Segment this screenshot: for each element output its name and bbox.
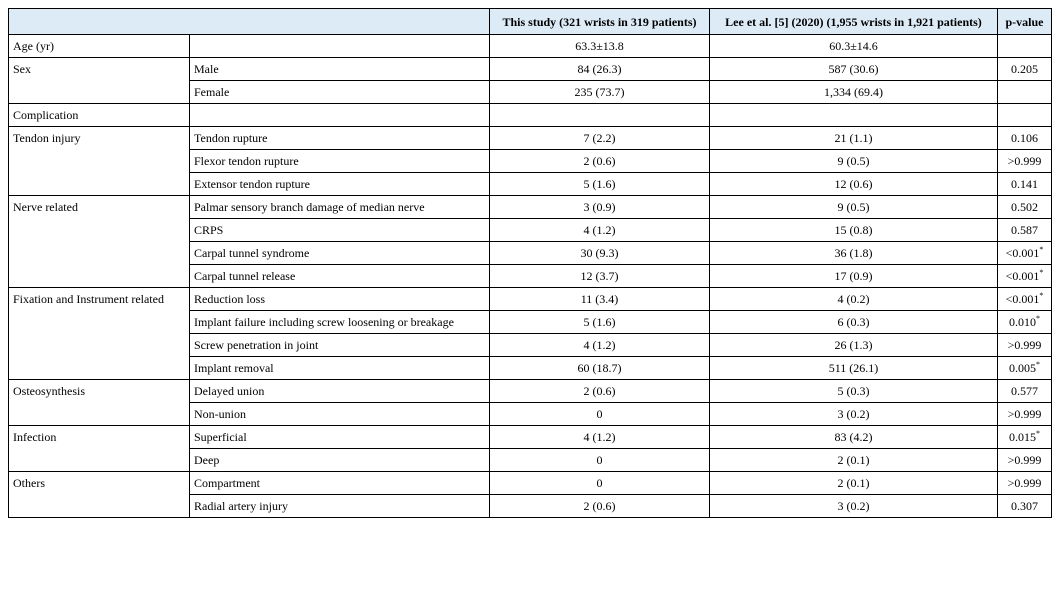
subcategory-cell: Tendon rupture (190, 127, 490, 150)
p-value-cell (998, 311, 1052, 334)
p-value-cell (998, 104, 1052, 127)
category-cell: Tendon injury (9, 127, 190, 196)
header-lee-et-al: Lee et al. [5] (2020) (1,955 wrists in 1,921 patients) (710, 9, 998, 35)
this-study-cell: 2 (0.6) (490, 495, 710, 518)
table-row (9, 380, 1052, 403)
subcategory-cell (190, 104, 490, 127)
subcategory-cell: Female (190, 81, 490, 104)
this-study-cell: 2 (0.6) (490, 380, 710, 403)
table-row (9, 58, 1052, 81)
p-value-cell: 0.307 (998, 495, 1052, 518)
subcategory-cell: Carpal tunnel syndrome (190, 242, 490, 265)
lee-cell: 21 (1.1) (710, 127, 998, 150)
table-row (9, 35, 1052, 58)
category-cell: Osteosynthesis (9, 380, 190, 426)
lee-cell: 2 (0.1) (710, 449, 998, 472)
lee-cell: 4 (0.2) (710, 288, 998, 311)
this-study-cell: 4 (1.2) (490, 334, 710, 357)
this-study-cell: 11 (3.4) (490, 288, 710, 311)
header-blank (9, 9, 490, 35)
p-value-cell (998, 357, 1052, 380)
p-value-text: <0.001 (1005, 269, 1040, 283)
this-study-cell: 12 (3.7) (490, 265, 710, 288)
p-value-cell: >0.999 (998, 449, 1052, 472)
comparison-table-container (8, 8, 1052, 518)
lee-cell: 511 (26.1) (710, 357, 998, 380)
subcategory-cell: Implant failure including screw loosening or breakage (190, 311, 490, 334)
complication-comparison-table (8, 8, 1052, 518)
header-p-value: p-value (998, 9, 1052, 35)
header-row (9, 9, 1052, 35)
subcategory-cell: Male (190, 58, 490, 81)
lee-cell: 2 (0.1) (710, 472, 998, 495)
subcategory-cell: Deep (190, 449, 490, 472)
significance-mark: * (1039, 245, 1044, 254)
this-study-cell: 3 (0.9) (490, 196, 710, 219)
subcategory-cell: Non-union (190, 403, 490, 426)
p-value-cell (998, 265, 1052, 288)
table-row (9, 196, 1052, 219)
p-value-text: 0.010 (1009, 315, 1036, 329)
this-study-cell: 63.3±13.8 (490, 35, 710, 58)
lee-cell: 15 (0.8) (710, 219, 998, 242)
p-value-cell: 0.587 (998, 219, 1052, 242)
category-cell: Sex (9, 58, 190, 104)
p-value-cell (998, 81, 1052, 104)
this-study-cell: 7 (2.2) (490, 127, 710, 150)
lee-cell: 26 (1.3) (710, 334, 998, 357)
table-row (9, 426, 1052, 449)
subcategory-cell: Reduction loss (190, 288, 490, 311)
this-study-cell: 5 (1.6) (490, 173, 710, 196)
subcategory-cell: Radial artery injury (190, 495, 490, 518)
significance-mark: * (1036, 314, 1040, 323)
p-value-cell: 0.141 (998, 173, 1052, 196)
category-cell: Age (yr) (9, 35, 190, 58)
subcategory-cell: Screw penetration in joint (190, 334, 490, 357)
this-study-cell: 4 (1.2) (490, 426, 710, 449)
this-study-cell: 5 (1.6) (490, 311, 710, 334)
this-study-cell: 235 (73.7) (490, 81, 710, 104)
table-row (9, 288, 1052, 311)
p-value-cell (998, 35, 1052, 58)
subcategory-cell: Flexor tendon rupture (190, 150, 490, 173)
lee-cell: 5 (0.3) (710, 380, 998, 403)
subcategory-cell: Carpal tunnel release (190, 265, 490, 288)
this-study-cell: 0 (490, 472, 710, 495)
p-value-text: 0.005 (1009, 361, 1036, 375)
subcategory-cell: Delayed union (190, 380, 490, 403)
this-study-cell: 0 (490, 449, 710, 472)
subcategory-cell: Superficial (190, 426, 490, 449)
lee-cell: 36 (1.8) (710, 242, 998, 265)
category-cell: Nerve related (9, 196, 190, 288)
subcategory-cell (190, 35, 490, 58)
lee-cell: 83 (4.2) (710, 426, 998, 449)
p-value-cell: 0.577 (998, 380, 1052, 403)
p-value-cell: >0.999 (998, 150, 1052, 173)
this-study-cell: 2 (0.6) (490, 150, 710, 173)
p-value-cell (998, 242, 1052, 265)
significance-mark: * (1039, 268, 1044, 277)
category-cell: Infection (9, 426, 190, 472)
p-value-text: <0.001 (1005, 292, 1040, 306)
lee-cell: 9 (0.5) (710, 150, 998, 173)
p-value-cell: 0.205 (998, 58, 1052, 81)
this-study-cell: 60 (18.7) (490, 357, 710, 380)
lee-cell: 60.3±14.6 (710, 35, 998, 58)
this-study-cell: 4 (1.2) (490, 219, 710, 242)
table-row (9, 472, 1052, 495)
header-this-study: This study (321 wrists in 319 patients) (490, 9, 710, 35)
table-row (9, 127, 1052, 150)
subcategory-cell: Extensor tendon rupture (190, 173, 490, 196)
category-cell: Fixation and Instrument related (9, 288, 190, 380)
p-value-cell (998, 288, 1052, 311)
p-value-cell: 0.502 (998, 196, 1052, 219)
significance-mark: * (1036, 360, 1040, 369)
p-value-cell (998, 426, 1052, 449)
lee-cell: 3 (0.2) (710, 495, 998, 518)
p-value-cell: >0.999 (998, 403, 1052, 426)
p-value-text: <0.001 (1005, 246, 1040, 260)
lee-cell (710, 104, 998, 127)
lee-cell: 6 (0.3) (710, 311, 998, 334)
p-value-text: 0.015 (1009, 430, 1036, 444)
this-study-cell: 30 (9.3) (490, 242, 710, 265)
lee-cell: 17 (0.9) (710, 265, 998, 288)
subcategory-cell: Palmar sensory branch damage of median nerve (190, 196, 490, 219)
significance-mark: * (1036, 429, 1040, 438)
this-study-cell: 0 (490, 403, 710, 426)
subcategory-cell: Implant removal (190, 357, 490, 380)
significance-mark: * (1039, 291, 1044, 300)
lee-cell: 3 (0.2) (710, 403, 998, 426)
this-study-cell: 84 (26.3) (490, 58, 710, 81)
table-row (9, 104, 1052, 127)
subcategory-cell: CRPS (190, 219, 490, 242)
lee-cell: 1,334 (69.4) (710, 81, 998, 104)
subcategory-cell: Compartment (190, 472, 490, 495)
lee-cell: 9 (0.5) (710, 196, 998, 219)
lee-cell: 587 (30.6) (710, 58, 998, 81)
category-cell: Others (9, 472, 190, 518)
p-value-cell: 0.106 (998, 127, 1052, 150)
this-study-cell (490, 104, 710, 127)
lee-cell: 12 (0.6) (710, 173, 998, 196)
p-value-cell: >0.999 (998, 472, 1052, 495)
p-value-cell: >0.999 (998, 334, 1052, 357)
category-cell: Complication (9, 104, 190, 127)
